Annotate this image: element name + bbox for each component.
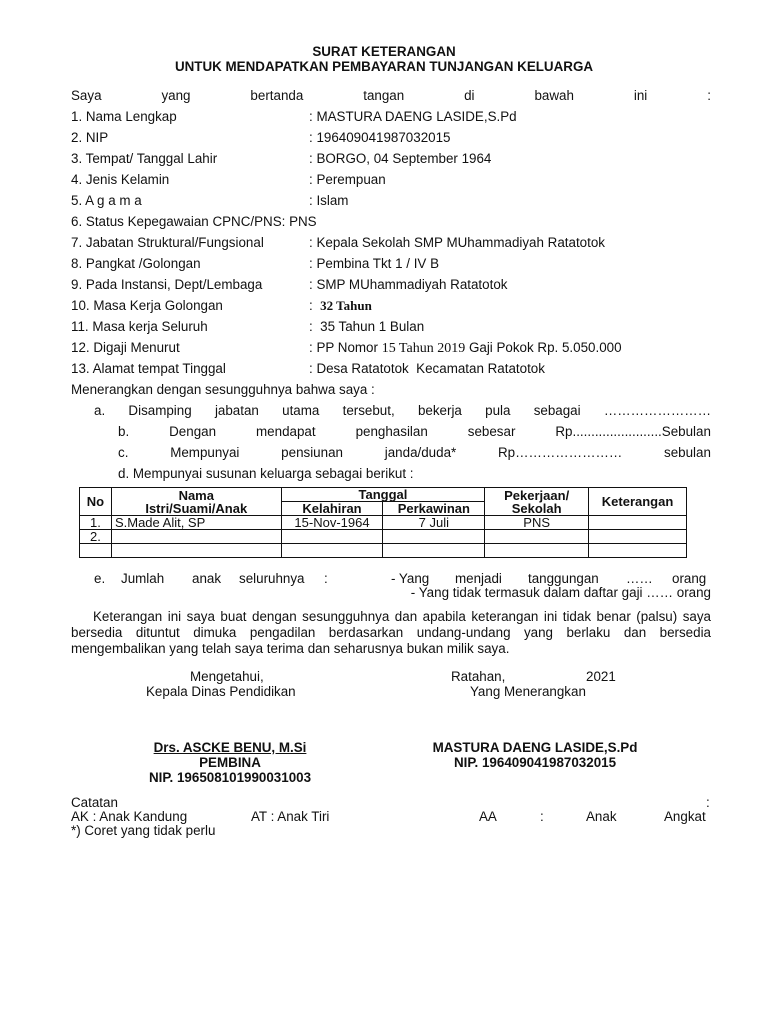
right-signature-block <box>410 740 660 770</box>
place-label: Ratahan, <box>451 669 506 684</box>
document-subtitle: UNTUK MENDAPATKAN PEMBAYARAN TUNJANGAN KELUARGA <box>174 59 594 74</box>
note-aa-anak: Anak <box>586 809 617 824</box>
col-pekerjaan: Pekerjaan/ Sekolah <box>485 488 589 516</box>
col-perkawinan: Perkawinan <box>383 502 485 516</box>
jumlah-line-2: - Yang tidak termasuk dalam daftar gaji …… orang <box>410 585 711 600</box>
item-b: b. Dengan mendapat penghasilan sebesar Rp........................Sebulan <box>118 424 711 439</box>
masa-kerja-value: 32 Tahun <box>320 298 372 313</box>
item-a: a. Disamping jabatan utama tersebut, bekerja pula sebagai …………………… <box>94 403 711 418</box>
item-c: c. Mempunyai pensiunan janda/duda* Rp…………………… sebulan <box>118 445 711 460</box>
note-coret: *) Coret yang tidak perlu <box>71 823 216 838</box>
col-kelahiran: Kelahiran <box>281 502 383 516</box>
table-row: 2. <box>80 530 687 544</box>
document-title: SURAT KETERANGAN <box>312 44 456 59</box>
col-keterangan: Keterangan <box>589 488 687 516</box>
table-header-row <box>80 488 687 502</box>
table-row: 1. S.Made Alit, SP 15-Nov-1964 7 Juli PNS <box>80 516 687 530</box>
right-signer-name: MASTURA DAENG LASIDE,S.Pd <box>432 740 638 755</box>
note-ak: AK : Anak Kandung <box>71 809 188 824</box>
catatan-label: Catatan <box>71 795 118 810</box>
right-signer-nip: NIP. 196409041987032015 <box>453 755 617 770</box>
pp-number: 15 Tahun 2019 <box>381 341 466 356</box>
col-tanggal: Tanggal <box>281 488 485 502</box>
left-signature-block <box>120 740 340 785</box>
note-at: AT : Anak Tiri <box>251 809 330 824</box>
note-aa-colon: : <box>540 809 544 824</box>
menerangkan-line: Menerangkan dengan sesungguhnya bahwa saya : <box>71 382 375 397</box>
note-aa-angkat: Angkat <box>664 809 706 824</box>
col-no: No <box>80 488 112 516</box>
item-d: d. Mempunyai susunan keluarga sebagai berikut : <box>118 466 414 481</box>
left-signer-name: Drs. ASCKE BENU, M.Si <box>153 740 307 755</box>
left-signer-rank: PEMBINA <box>199 755 261 770</box>
left-signer-nip: NIP. 196508101990031003 <box>148 770 312 785</box>
yang-menerangkan-label: Yang Menerangkan <box>470 684 586 699</box>
table-row <box>80 544 687 558</box>
mengetahui-label: Mengetahui, <box>190 669 264 684</box>
kepala-dinas-label: Kepala Dinas Pendidikan <box>146 684 296 699</box>
document-page: SURAT KETERANGAN UNTUK MENDAPATKAN PEMBAYARAN TUNJANGAN KELUARGA Saya yang bertanda tangan di bawah ini : 1. Nama Lengkap : MASTURA DAENG LASIDE,S.Pd 2. NIP : 196409041987032015 3. Tempat/ Tanggal Lahir : BORGO, 04 September 1964 4. Jenis Kelamin : Perempuan 5. A g a m a : Islam 6. Status Kepegawaian CPNC/PNS: PNS 7. Jabatan Struktural/Fungsional : Kepala Sekolah SMP MUhammadiyah Ratatotok 8. Pangkat /Golongan : Pembina Tkt 1 / IV B 9. Pada Instansi, Dept/Lembaga : SMP MUhammadiyah Ratatotok 10. Masa Kerja Golongan : 32 Tahun 11. Masa kerja Seluruh : 35 Tahun 1 Bulan 12. Digaji Menurut : PP Nomor 15 Tahun 2019 Gaji Pokok Rp. 5.050.000 13. Alamat tempat Tinggal : Desa Ratatotok Kecamatan Ratatotok Menerangkan dengan sesungguhnya bahwa saya : a. Disamping jabatan utama tersebut, bekerja pula sebagai …………………… b. Dengan mendapat penghasilan sebesar Rp........................Sebulan c. Mempunyai pensiunan janda/duda* Rp…………………… sebulan d. Mempunyai susunan keluarga sebagai berikut : No Nama Istri/Suami/Anak Tanggal Pekerjaan/ Sekolah Keterangan Kelahiran Perkawinan 1. S.Made Alit, SP 15-Nov-1964 7 Juli PNS 2. e. Jumlah anak seluruhnya : - Yang menjadi tanggungan …… orang - Yang tidak termasuk dalam daftar gaji …… orang Keterangan ini saya buat dengan sesungguhnya dan apabila keterangan ini tidak benar (palsu) saya bersedia dituntut dimuka pengadilan berdasarkan undang-undang yang berlaku dan bersedia mengembalikan yang telah saya terima dan seharusnya bukan milik saya. Mengetahui, Kepala Dinas Pendidikan Ratahan, 2021 Yang Menerangkan Drs. ASCKE BENU, M.Si PEMBINA NIP. 196508101990031003 MASTURA DAENG LASIDE,S.Pd NIP. 196409041987032015 Catatan : AK : Anak Kandung AT : Anak Tiri AA : Anak Angkat *) Coret yang tidak perlu <box>0 0 768 1024</box>
year-label: 2021 <box>586 669 616 684</box>
statement-paragraph: Keterangan ini saya buat dengan sesungguhnya dan apabila keterangan ini tidak benar (palsu) saya bersedia dituntut dimuka pengadilan berdasarkan undang-undang yang berlaku dan bersedia mengembalikan yang telah saya terima dan seharusnya bukan milik saya. <box>71 609 711 656</box>
family-table <box>79 487 687 558</box>
catatan-colon: : <box>706 795 710 810</box>
note-aa: AA <box>479 809 497 824</box>
intro-line: Saya yang bertanda tangan di bawah ini : <box>71 88 711 103</box>
col-nama: Nama Istri/Suami/Anak <box>111 488 281 516</box>
